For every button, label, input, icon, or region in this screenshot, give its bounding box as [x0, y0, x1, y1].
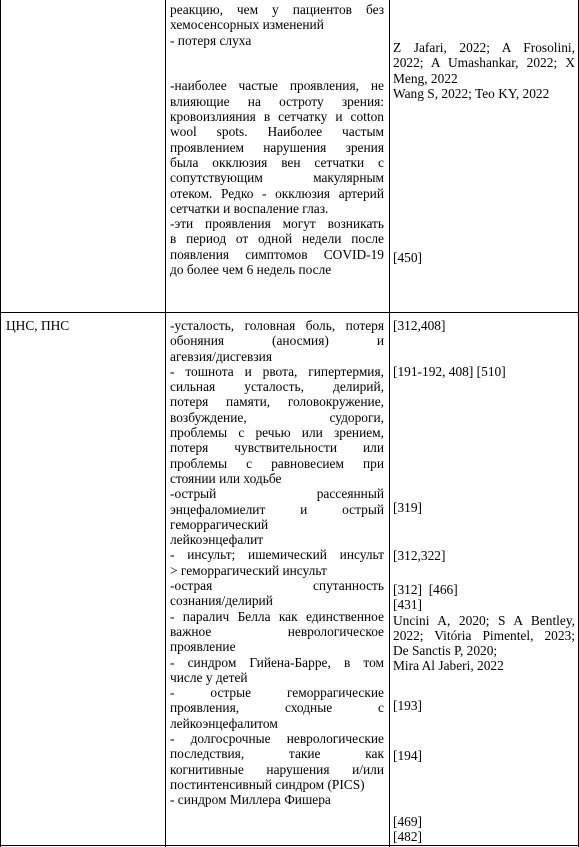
reference-line: [312,322] — [393, 548, 446, 563]
upper-row-description — [170, 2, 384, 277]
table-border-left — [0, 0, 1, 847]
text-line: важное неврологическое — [170, 623, 384, 639]
text-line: потеря чувствительности или — [170, 440, 384, 456]
text-line: -усталость, головная боль, потеря — [170, 318, 384, 333]
reference-line: [312,408] — [393, 318, 446, 333]
text-line: влияющие на остроту зрения: — [170, 93, 384, 109]
table-border-bottom — [0, 845, 579, 846]
reference-line: [191-192, 408] [510] — [393, 364, 506, 379]
text-line: сознания/делирий — [170, 593, 273, 609]
text-line: сопутствующим макулярным — [170, 170, 384, 186]
text-line: -острая спутанность — [170, 578, 384, 594]
reference-line: 2022; Vitória Pimentel, 2023; — [393, 627, 575, 643]
text-line: появления симптомов COVID-19 — [170, 246, 384, 262]
text-line: wool spots. Наиболее частым — [170, 124, 384, 140]
text-line: -острый рассеянный — [170, 486, 384, 502]
upper-row-references — [393, 40, 575, 101]
reference-line: Mira Al Jaberi, 2022 — [393, 658, 504, 674]
text-line: была окклюзия вен сетчатки с — [170, 154, 384, 170]
reference-line: Z Jafari, 2022; A Frosolini, — [393, 40, 575, 55]
text-line: агевзия/дисгевзия — [170, 348, 272, 364]
cns-reference-469-482 — [393, 814, 575, 845]
cns-reference-319 — [393, 500, 575, 515]
reference-line: [482] — [393, 829, 423, 845]
text-line: проявлением нарушения зрения — [170, 139, 384, 155]
reference-line: [469] — [393, 814, 423, 829]
column-divider-2 — [389, 0, 390, 847]
row-divider — [0, 312, 579, 313]
text-line: -наиболее частые проявления, не — [170, 78, 384, 94]
cns-reference-block — [393, 582, 575, 674]
cns-reference-193 — [393, 698, 575, 713]
reference-line: Meng, 2022 — [393, 70, 458, 86]
text-line: - острые геморрагические — [170, 685, 384, 701]
text-line: геморрагический — [170, 516, 269, 532]
category-label: ЦНС, ПНС — [6, 318, 70, 333]
text-line: проблемы с речью или зрением, — [170, 425, 384, 441]
blank-line — [170, 63, 384, 78]
text-line: сетчатки и воспаление глаз. — [170, 200, 329, 216]
text-line: в период от одной недели после — [170, 231, 384, 247]
cns-reference-312-408 — [393, 318, 575, 333]
text-line: лейкоэнцефалитом — [170, 715, 278, 731]
text-line: - тошнота и рвота, гипертермия, — [170, 363, 384, 379]
text-line: проблемы с равновесием при — [170, 455, 384, 471]
reference-line: [319] — [393, 500, 423, 515]
text-line: когнитивные нарушения и/или — [170, 761, 384, 777]
cns-reference-194 — [393, 748, 575, 763]
text-line: реакцию, чем у пациентов без — [170, 2, 384, 17]
reference-line: Wang S, 2022; Teo KY, 2022 — [393, 85, 550, 101]
reference-line: [312] [466] — [393, 582, 458, 597]
reference-line: Uncini A, 2020; S A Bentley, — [393, 612, 575, 628]
text-line: - синдром Гийена-Барре, в том — [170, 654, 384, 670]
text-line: потеря памяти, головокружение, — [170, 394, 384, 410]
text-line: последствия, такие как — [170, 746, 384, 762]
reference-line: [193] — [393, 698, 423, 713]
reference-line: [431] — [393, 597, 423, 613]
reference-line: [450] — [393, 250, 423, 265]
blank-line — [170, 48, 384, 63]
text-line: стоянии или ходьбе — [170, 470, 282, 486]
text-line: проявления, сходные с — [170, 700, 384, 716]
text-line: - потеря слуха — [170, 32, 252, 48]
text-line: хемосенсорных изменений — [170, 17, 324, 33]
upper-row-reference-450 — [393, 250, 575, 265]
text-line: лейкоэнцефалит — [170, 532, 264, 548]
column-divider-1 — [165, 0, 166, 847]
text-line: числе у детей — [170, 669, 248, 685]
reference-line: De Sanctis P, 2020; — [393, 643, 498, 659]
text-line: возбуждение, судороги, — [170, 409, 384, 425]
cns-reference-312-322 — [393, 548, 575, 563]
cns-reference-191-192 — [393, 364, 575, 379]
reference-line: [194] — [393, 748, 423, 763]
text-line: - синдром Миллера Фишера — [170, 792, 331, 808]
reference-line: 2022; A Umashankar, 2022; X — [393, 55, 575, 71]
cns-row-category — [6, 318, 156, 333]
text-line: сильная усталость, делирий, — [170, 379, 384, 395]
text-line: проявление — [170, 639, 236, 655]
text-line: - паралич Белла как единственное — [170, 608, 384, 624]
text-line: обоняния (аносмия) и — [170, 333, 384, 349]
text-line: до более чем 6 недель после — [170, 262, 332, 278]
text-line: > геморрагический инсульт — [170, 562, 327, 578]
text-line: кровоизлияния в сетчатку и cotton — [170, 109, 384, 125]
text-line: -эти проявления могут возникать — [170, 216, 384, 232]
text-line: - инсульт; ишемический инсульт — [170, 547, 384, 563]
cns-row-description — [170, 318, 384, 808]
text-line: отеком. Редко - окклюзия артерий — [170, 185, 384, 201]
text-line: постинтенсивный синдром (PICS) — [170, 776, 365, 792]
text-line: - долгосрочные неврологические — [170, 731, 384, 747]
text-line: энцефаломиелит и острый — [170, 501, 384, 517]
